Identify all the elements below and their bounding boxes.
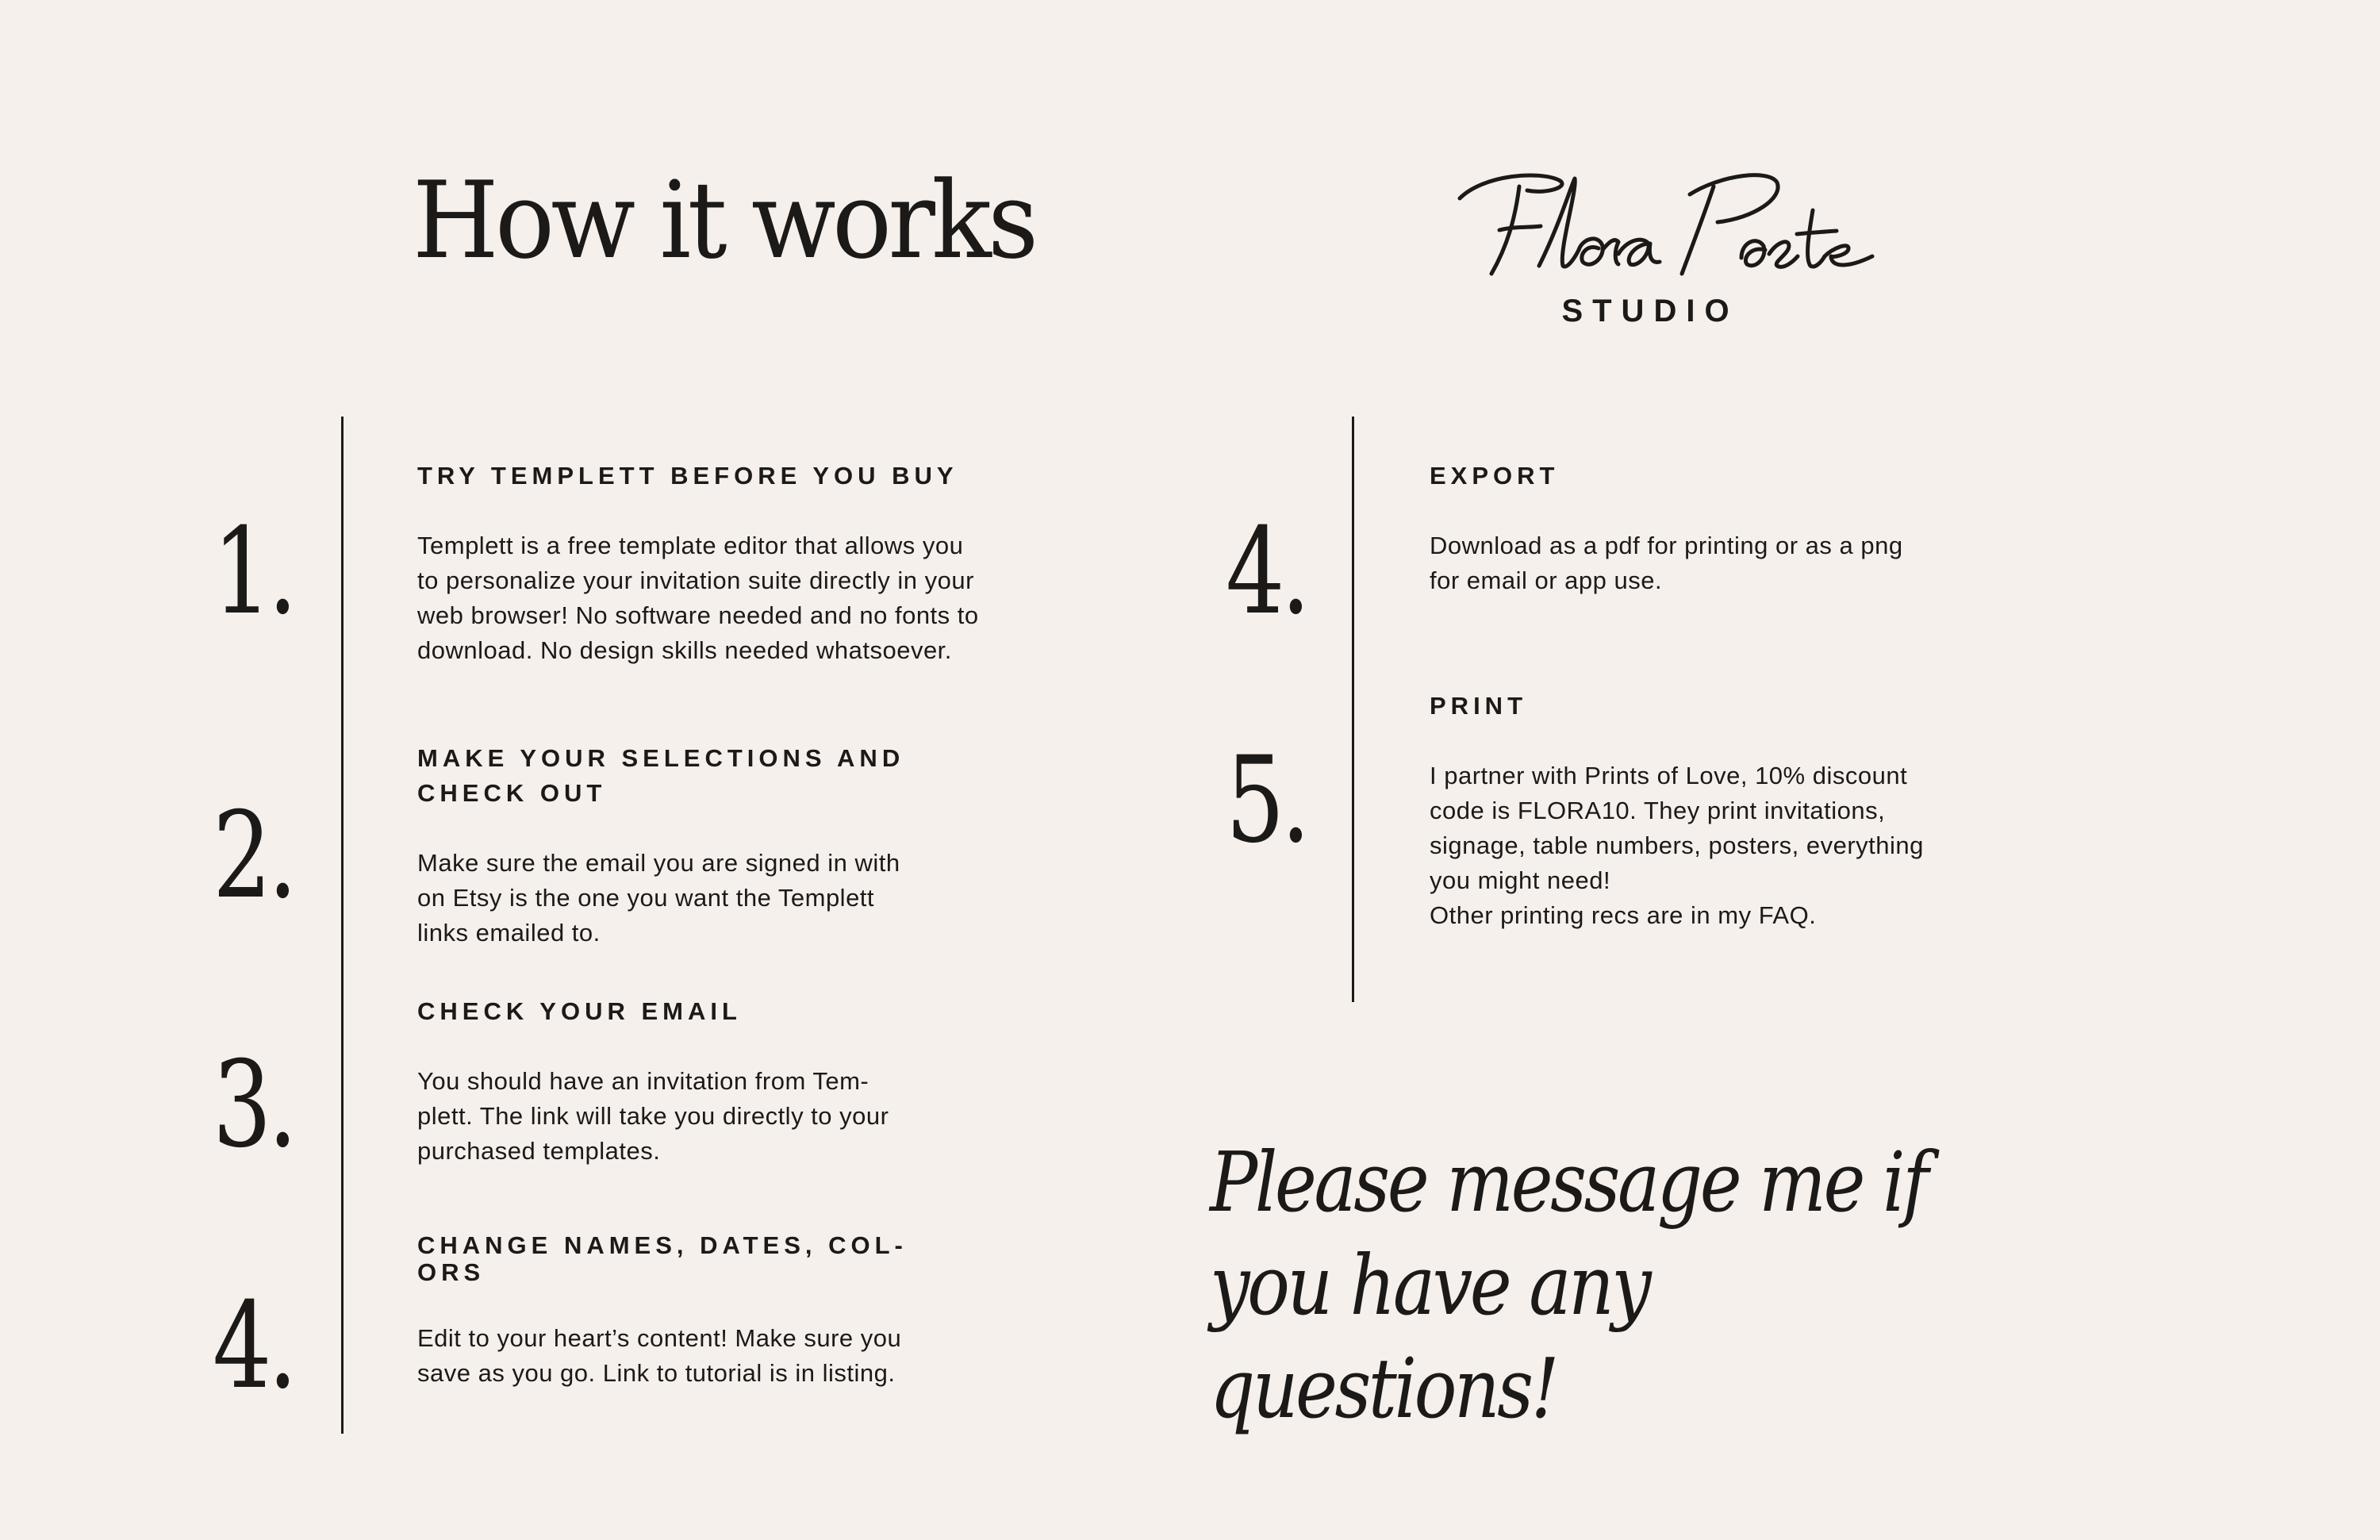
step-make-selections [417,741,1068,950]
step-export [1430,459,2033,598]
step-title: PRINT [1430,692,1527,720]
right-divider [1352,417,1354,1002]
step-body: You should have an invitation from Tem- plett. The link will take you directly to your purchased templates. [417,1067,889,1165]
step-try-templett [417,459,1068,668]
flora-poste-script-logo [1452,155,1880,282]
step-body: Make sure the email you are signed in with on Etsy is the one you want the Templett links emailed to. [417,849,900,947]
step-title: EXPORT [1430,462,1560,490]
step-body: Templett is a free template editor that allows you to personalize your invitation suite directly in your web browser! No software needed and no fonts to download. No design skills needed whatsoever. [417,532,979,664]
step-title: MAKE YOUR SELECTIONS AND CHECK OUT [417,744,905,807]
step-number: 2. [213,787,294,925]
step-body: Edit to your heart’s content! Make sure you save as you go. Link to tutorial is in listing. [417,1324,902,1387]
left-divider [341,417,344,1434]
step-number: 5. [1226,732,1307,870]
step-number: 4. [213,1277,294,1415]
logo-studio-text: STUDIO [1561,294,1739,328]
closing-message: Please message me if you have any questions! [1210,1134,1926,1437]
step-number: 4. [1226,503,1307,641]
page-title: How it works [413,159,1035,282]
step-number: 3. [213,1036,294,1174]
step-change-names [417,1232,1068,1391]
step-body: I partner with Prints of Love, 10% discount code is FLORA10. They print invitations, signage, table numbers, posters, everything you might need! Other printing recs are in my FAQ. [1430,762,1924,929]
step-body: Download as a pdf for printing or as a png for email or app use. [1430,532,1903,594]
brand-logo [1452,155,1880,345]
step-print [1430,689,2033,933]
step-number: 1. [213,503,294,641]
step-title: TRY TEMPLETT BEFORE YOU BUY [417,462,958,490]
step-title: CHANGE NAMES, DATES, COL- ORS [417,1231,908,1286]
step-check-email [417,994,1068,1169]
step-title: CHECK YOUR EMAIL [417,997,742,1025]
